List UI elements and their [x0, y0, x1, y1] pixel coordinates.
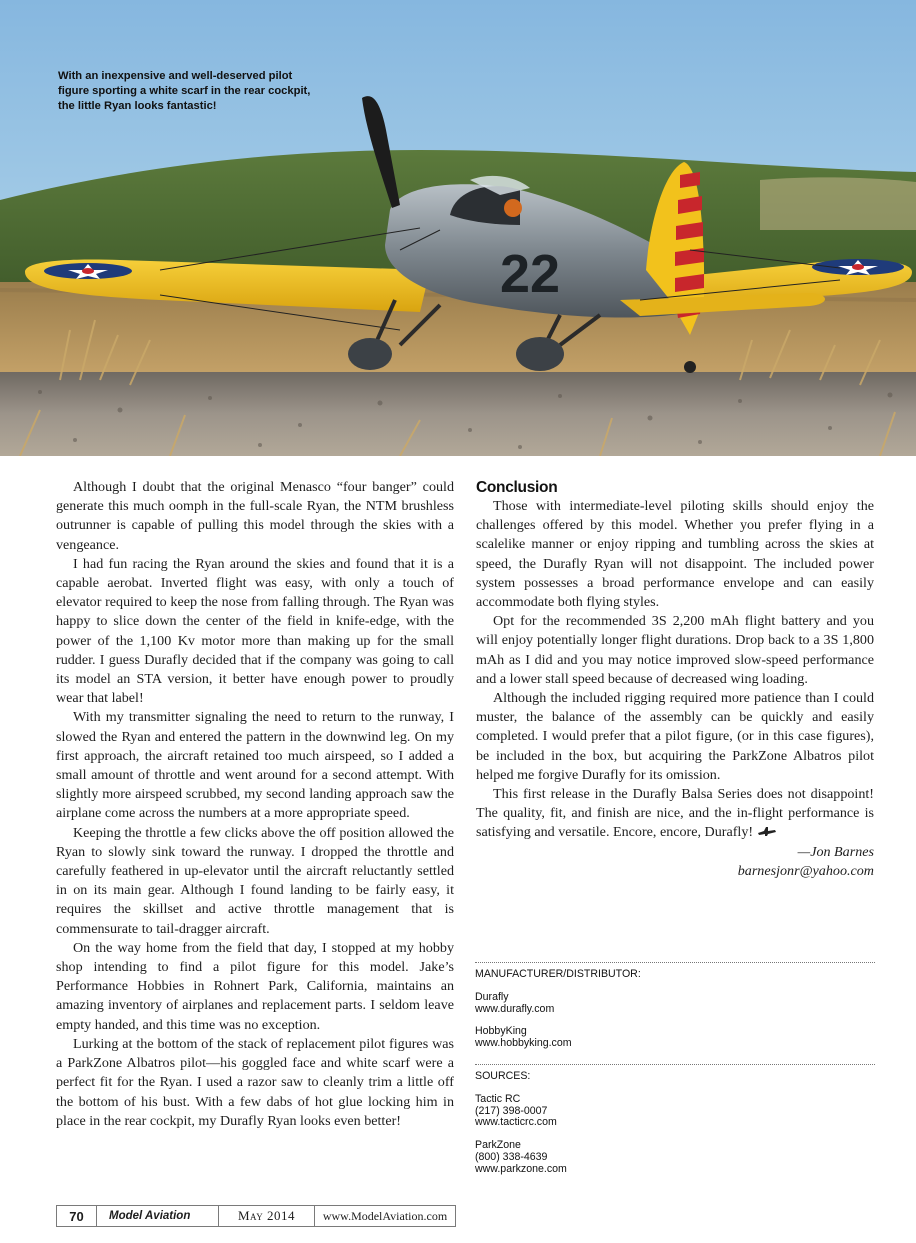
source-phone: (800) 338-4639	[475, 1150, 548, 1163]
manufacturer-url[interactable]: www.hobbyking.com	[475, 1037, 572, 1050]
source-name: ParkZone	[475, 1139, 521, 1152]
article-left-column	[56, 478, 454, 1131]
sources-sidebar	[475, 962, 875, 1176]
dotted-divider	[475, 962, 875, 963]
author-signature: —Jon Barnes	[797, 843, 874, 860]
manufacturer-entry	[475, 992, 875, 1016]
article-right-column	[476, 478, 874, 881]
body-paragraph: Keeping the throttle a few clicks above the off position allowed the Ryan to slowly sink toward the runway. I dropped the throttle and carefully feathered in up-elevator until the aircraft reluctantly settled in on its main gear. Although I found landing to be fairly easy, it requires the skillset and active throttle management that is commensurate to tail-dragger aircraft.	[56, 824, 454, 937]
body-paragraph-final	[476, 785, 874, 843]
author-email: barnesjonr@yahoo.com	[737, 862, 874, 879]
manufacturer-url[interactable]: www.durafly.com	[475, 1002, 555, 1015]
source-entry	[475, 1140, 875, 1175]
source-url[interactable]: www.parkzone.com	[475, 1162, 567, 1175]
issue-date: May 2014	[219, 1206, 315, 1226]
left-roundel	[44, 263, 132, 279]
manufacturer-entry	[475, 1026, 875, 1050]
airplane-end-mark-icon	[757, 826, 777, 837]
magazine-website[interactable]: www.ModelAviation.com	[322, 1208, 448, 1223]
aircraft-number: 22	[500, 244, 561, 304]
manufacturer-name: Durafly	[475, 990, 509, 1003]
final-paragraph-text: This first release in the Durafly Balsa Series does not disappoint! The quality, fit, and finish are nice, and the in-flight performance is satisfying and versatile. Encore, encore, Durafly!	[476, 786, 874, 841]
manufacturer-name: HobbyKing	[475, 1025, 527, 1038]
body-paragraph: With my transmitter signaling the need to return to the runway, I slowed the Ryan and entered the pattern in the downwind leg. On my first approach, the aircraft retained too much airspeed, so I added a small amount of throttle and went around for a second attempt. With slightly more airspeed scrubbed, my second landing approach saw the airplane come across the numbers at a more appropriate speed.	[56, 709, 454, 822]
source-entry	[475, 1094, 875, 1129]
page-footer	[56, 1205, 456, 1227]
body-paragraph: Although I doubt that the original Menasco “four banger” could generate this much oomph in the full-scale Ryan, the NTM brushless outrunner is capable of pulling this model through the skies with a vengeance.	[56, 479, 454, 553]
body-paragraph: Although the included rigging required more patience than I could muster, the balance of the assembly can be quickly and easily completed. I would prefer that a pilot figure, (or in this case figures), be included in the box, but acquiring the ParkZone Albatros pilot helped me forgive Durafly for its omission.	[476, 690, 874, 783]
manufacturer-heading: MANUFACTURER/DISTRIBUTOR:	[475, 968, 641, 980]
photo-caption: With an inexpensive and well-deserved pilot figure sporting a white scarf in the rear cockpit, the little Ryan looks fantastic!	[58, 70, 311, 112]
body-paragraph: Lurking at the bottom of the stack of replacement pilot figures was a ParkZone Albatros pilot—his goggled face and white scarf were a perfect fit for the Ryan. I used a razor saw to cleanly trim a little off the bottom of his bust. With a few dabs of hot glue locking him in place in the rear cockpit, my Durafly Ryan looks even better!	[56, 1035, 454, 1129]
source-phone: (217) 398-0007	[475, 1104, 548, 1117]
hero-photo	[0, 0, 916, 456]
body-paragraph: I had fun racing the Ryan around the skies and found that it is a capable aerobat. Inverted flight was easy, with only a touch of elevator required to keep the nose from falling through. The Ryan was happy to slice down the center of the field in knife-edge, with the power of the 1,100 Kv motor more than making up for the small rudder. I guess Durafly decided that if the company was going to call its model an STA version, it better have enough power to proudly wear that label!	[56, 555, 454, 707]
page-number: 70	[57, 1206, 97, 1226]
dotted-divider	[475, 1064, 875, 1065]
right-roundel	[812, 259, 904, 275]
body-paragraph: Opt for the recommended 3S 2,200 mAh flight battery and you will enjoy potentially longer flight durations. Drop back to a 3S 1,800 mAh as I did and you may notice improved slow-speed performance and a lower stall speed because of decreased wing loading.	[476, 613, 874, 687]
section-heading-conclusion: Conclusion	[476, 479, 558, 496]
source-name: Tactic RC	[475, 1092, 521, 1105]
magazine-name: Model Aviation	[97, 1206, 219, 1226]
sources-heading: SOURCES:	[475, 1069, 531, 1082]
body-paragraph: On the way home from the field that day, I stopped at my hobby shop intending to find a pilot figure for this model. Jake’s Performance Hobbies in Rohnert Park, California, maintains an amazing inventory of airplanes and replacement parts. I seldom leave empty handed, and this time was no exception.	[56, 939, 454, 1033]
body-paragraph: Those with intermediate-level piloting skills should enjoy the challenges offered by this model. Whether you prefer flying in a scalelike manner or enjoy ripping and tumbling across the skies at speed, the Durafly Ryan will not disappoint. The included power system possesses a broad performance envelope and can easily accommodate both flying styles.	[476, 498, 874, 611]
source-url[interactable]: www.tacticrc.com	[475, 1116, 557, 1129]
